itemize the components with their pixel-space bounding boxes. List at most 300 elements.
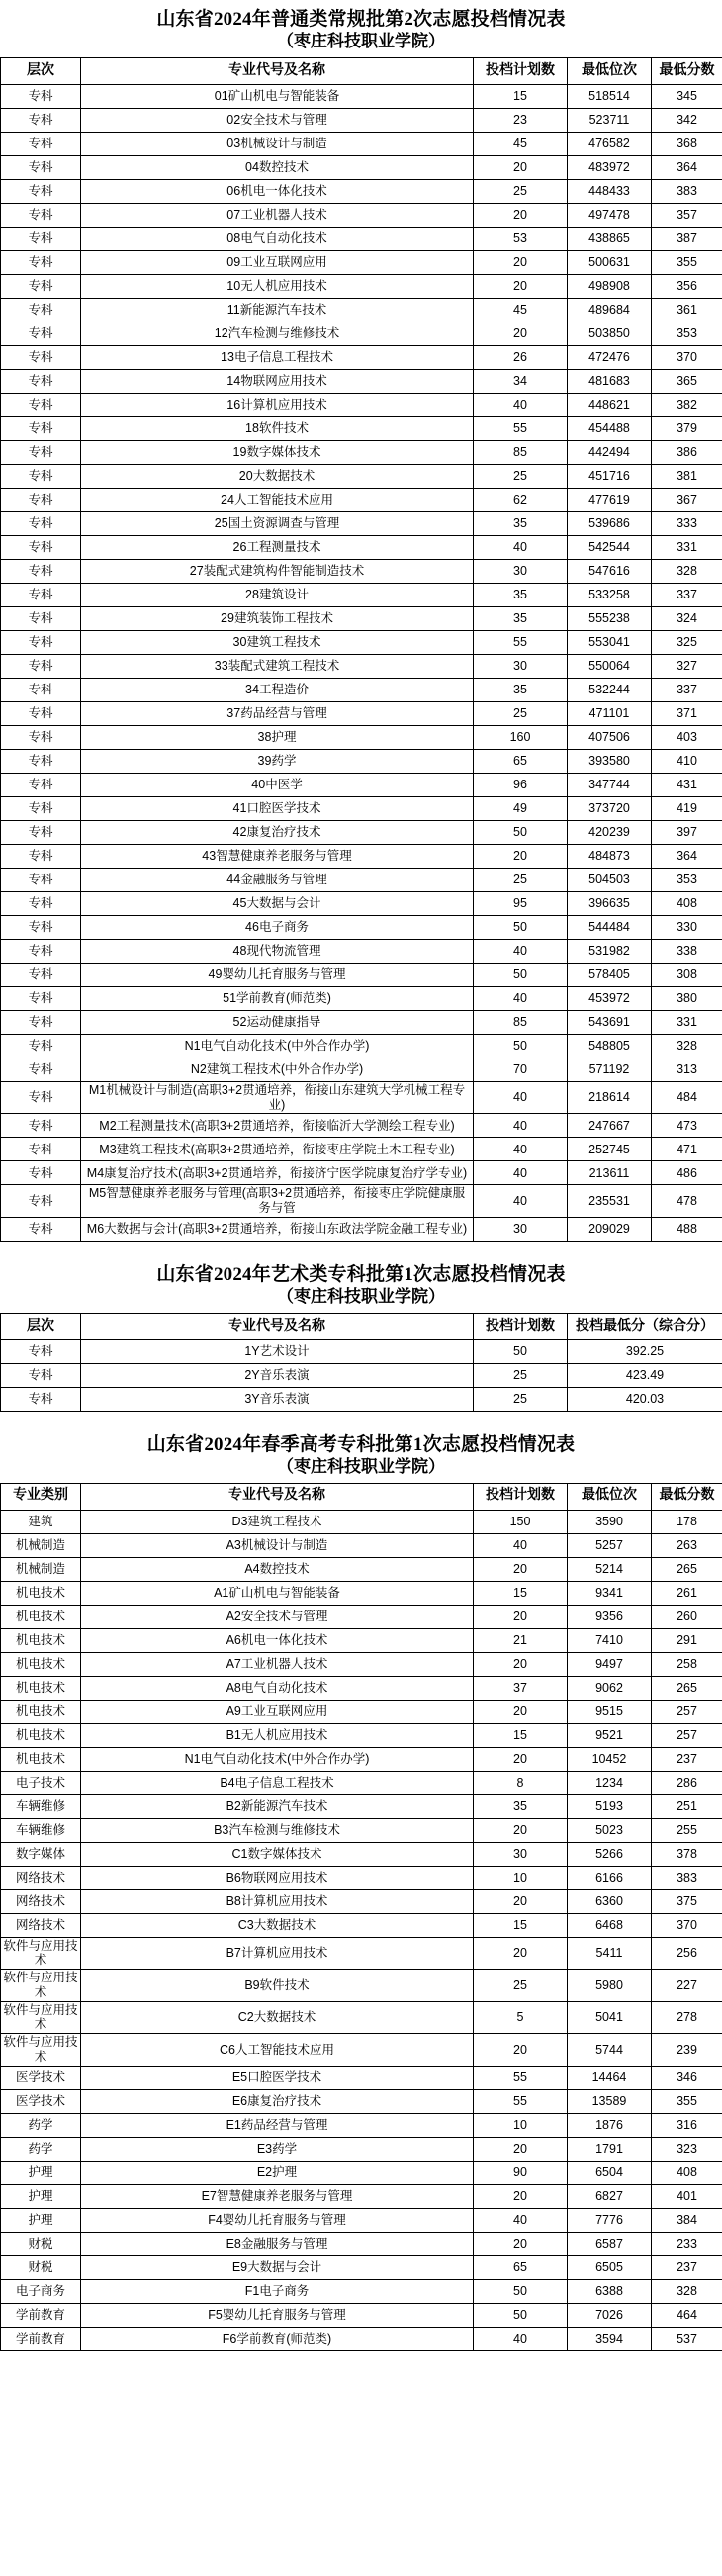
cell-score: 355 [652, 250, 722, 274]
section-gap-1 [0, 1242, 722, 1255]
cell-score: 227 [652, 1970, 722, 2002]
cell-score: 237 [652, 1747, 722, 1771]
cell-major: 28建筑设计 [81, 583, 474, 606]
cell-major: C1数字媒体技术 [81, 1842, 474, 1866]
cell-level: 专科 [1, 654, 81, 678]
cell-plan: 50 [474, 2303, 568, 2327]
cell-major: B7计算机应用技术 [81, 1937, 474, 1970]
cell-rank: 5980 [568, 1970, 652, 2002]
table-row [1, 2303, 722, 2327]
cell-score: 237 [652, 2255, 722, 2279]
cell-major: C2大数据技术 [81, 2001, 474, 2034]
table-row [1, 535, 722, 559]
cell-rank: 6468 [568, 1913, 652, 1937]
cell-plan: 35 [474, 678, 568, 701]
cell-rank: 532244 [568, 678, 652, 701]
regular-batch-title-block [0, 0, 722, 57]
cell-score: 387 [652, 227, 722, 250]
cell-rank: 1876 [568, 2113, 652, 2137]
table-row [1, 868, 722, 891]
cell-level: 专科 [1, 1217, 81, 1241]
column-header-major: 专业代号及名称 [81, 57, 474, 84]
cell-composite-score: 420.03 [568, 1387, 722, 1411]
cell-level: 专科 [1, 1010, 81, 1034]
cell-major-category: 医学技术 [1, 2089, 81, 2113]
cell-score: 239 [652, 2034, 722, 2067]
cell-rank: 533258 [568, 583, 652, 606]
page-title: 山东省2024年普通类常规批第2次志愿投档情况表 [156, 9, 566, 30]
table-row [1, 1676, 722, 1700]
table-row [1, 1339, 722, 1363]
table-row [1, 559, 722, 583]
cell-major-category: 机电技术 [1, 1723, 81, 1747]
table-row [1, 963, 722, 986]
cell-plan: 40 [474, 393, 568, 416]
cell-major-category: 机电技术 [1, 1581, 81, 1605]
cell-rank: 9341 [568, 1581, 652, 1605]
table-row [1, 1217, 722, 1241]
table-row [1, 179, 722, 203]
table-row [1, 1628, 722, 1652]
cell-plan: 26 [474, 345, 568, 369]
cell-major-category: 护理 [1, 2161, 81, 2184]
cell-major: 38护理 [81, 725, 474, 749]
cell-score: 375 [652, 1889, 722, 1913]
cell-rank: 448621 [568, 393, 652, 416]
cell-plan: 8 [474, 1771, 568, 1794]
table-row [1, 2089, 722, 2113]
cell-level: 专科 [1, 939, 81, 963]
cell-rank: 518514 [568, 84, 652, 108]
cell-level: 专科 [1, 606, 81, 630]
cell-level: 专科 [1, 844, 81, 868]
table-row [1, 630, 722, 654]
cell-rank: 9356 [568, 1605, 652, 1628]
cell-score: 353 [652, 322, 722, 345]
cell-score: 419 [652, 796, 722, 820]
table-row [1, 1363, 722, 1387]
table-row [1, 2255, 722, 2279]
cell-plan: 55 [474, 416, 568, 440]
cell-level: 专科 [1, 274, 81, 298]
cell-level: 专科 [1, 393, 81, 416]
cell-major: 19数字媒体技术 [81, 440, 474, 464]
cell-rank: 235531 [568, 1185, 652, 1218]
cell-plan: 85 [474, 440, 568, 464]
table-row [1, 749, 722, 773]
cell-level: 专科 [1, 488, 81, 511]
cell-major: A2安全技术与管理 [81, 1605, 474, 1628]
table-row [1, 2066, 722, 2089]
cell-level: 专科 [1, 1114, 81, 1138]
cell-major: 42康复治疗技术 [81, 820, 474, 844]
cell-plan: 15 [474, 1581, 568, 1605]
table-row [1, 2001, 722, 2034]
cell-plan: 20 [474, 2034, 568, 2067]
cell-level: 专科 [1, 1339, 81, 1363]
cell-rank: 6505 [568, 2255, 652, 2279]
cell-major: 09工业互联网应用 [81, 250, 474, 274]
cell-rank: 553041 [568, 630, 652, 654]
cell-major: 07工业机器人技术 [81, 203, 474, 227]
table-row [1, 155, 722, 179]
cell-rank: 453972 [568, 986, 652, 1010]
cell-level: 专科 [1, 322, 81, 345]
cell-major: E5口腔医学技术 [81, 2066, 474, 2089]
cell-major: C6人工智能技术应用 [81, 2034, 474, 2067]
page-subtitle: （枣庄科技职业学院） [277, 32, 445, 51]
cell-major: B8计算机应用技术 [81, 1889, 474, 1913]
cell-plan: 20 [474, 2232, 568, 2255]
cell-score: 486 [652, 1161, 722, 1185]
art-batch-body [1, 1339, 722, 1411]
cell-score: 380 [652, 986, 722, 1010]
cell-major: F5婴幼儿托育服务与管理 [81, 2303, 474, 2327]
cell-major: B6物联网应用技术 [81, 1866, 474, 1889]
table-row [1, 1387, 722, 1411]
cell-score: 382 [652, 393, 722, 416]
cell-score: 379 [652, 416, 722, 440]
table-row [1, 891, 722, 915]
cell-rank: 539686 [568, 511, 652, 535]
cell-score: 256 [652, 1937, 722, 1970]
cell-plan: 70 [474, 1058, 568, 1081]
cell-plan: 40 [474, 2327, 568, 2350]
cell-score: 338 [652, 939, 722, 963]
cell-plan: 160 [474, 725, 568, 749]
cell-plan: 35 [474, 606, 568, 630]
cell-major: 49婴幼儿托育服务与管理 [81, 963, 474, 986]
cell-rank: 497478 [568, 203, 652, 227]
cell-score: 316 [652, 2113, 722, 2137]
cell-rank: 471101 [568, 701, 652, 725]
table-row [1, 440, 722, 464]
column-header-plan: 投档计划数 [474, 1483, 568, 1510]
cell-rank: 218614 [568, 1081, 652, 1114]
cell-plan: 20 [474, 1700, 568, 1723]
cell-score: 410 [652, 749, 722, 773]
cell-rank: 7026 [568, 2303, 652, 2327]
cell-major: 01矿山机电与智能装备 [81, 84, 474, 108]
table-row [1, 678, 722, 701]
cell-plan: 20 [474, 2137, 568, 2161]
table-row [1, 274, 722, 298]
cell-rank: 484873 [568, 844, 652, 868]
cell-major: A1矿山机电与智能装备 [81, 1581, 474, 1605]
cell-plan: 20 [474, 203, 568, 227]
cell-score: 263 [652, 1533, 722, 1557]
table-row [1, 796, 722, 820]
cell-major: M3建筑工程技术(高职3+2贯通培养，衔接枣庄学院土木工程专业) [81, 1138, 474, 1161]
cell-plan: 40 [474, 1114, 568, 1138]
table-row [1, 583, 722, 606]
cell-plan: 5 [474, 2001, 568, 2034]
cell-major-category: 财税 [1, 2232, 81, 2255]
cell-score: 265 [652, 1676, 722, 1700]
cell-score: 403 [652, 725, 722, 749]
cell-plan: 15 [474, 1913, 568, 1937]
cell-major: M6大数据与会计(高职3+2贯通培养，衔接山东政法学院金融工程专业) [81, 1217, 474, 1241]
cell-level: 专科 [1, 132, 81, 155]
cell-score: 178 [652, 1510, 722, 1533]
cell-major: 08电气自动化技术 [81, 227, 474, 250]
cell-rank: 1791 [568, 2137, 652, 2161]
cell-rank: 407506 [568, 725, 652, 749]
cell-major-category: 车辆维修 [1, 1818, 81, 1842]
cell-score: 327 [652, 654, 722, 678]
cell-rank: 504503 [568, 868, 652, 891]
cell-major-category: 学前教育 [1, 2327, 81, 2350]
cell-plan: 50 [474, 963, 568, 986]
cell-rank: 6388 [568, 2279, 652, 2303]
cell-score: 261 [652, 1581, 722, 1605]
cell-rank: 7410 [568, 1628, 652, 1652]
table-row [1, 227, 722, 250]
cell-plan: 25 [474, 1387, 568, 1411]
cell-major: 25国土资源调查与管理 [81, 511, 474, 535]
cell-rank: 252745 [568, 1138, 652, 1161]
cell-level: 专科 [1, 583, 81, 606]
column-header-score: 最低分数 [652, 57, 722, 84]
cell-score: 258 [652, 1652, 722, 1676]
cell-score: 337 [652, 583, 722, 606]
cell-score: 364 [652, 155, 722, 179]
cell-rank: 5023 [568, 1818, 652, 1842]
column-header-score: 最低分数 [652, 1483, 722, 1510]
cell-plan: 40 [474, 1533, 568, 1557]
cell-plan: 20 [474, 1557, 568, 1581]
table-row [1, 393, 722, 416]
table-row [1, 1747, 722, 1771]
cell-plan: 25 [474, 1363, 568, 1387]
table-row [1, 1185, 722, 1218]
cell-rank: 438865 [568, 227, 652, 250]
cell-rank: 503850 [568, 322, 652, 345]
cell-score: 471 [652, 1138, 722, 1161]
cell-rank: 481683 [568, 369, 652, 393]
cell-rank: 544484 [568, 915, 652, 939]
cell-plan: 55 [474, 2066, 568, 2089]
cell-level: 专科 [1, 915, 81, 939]
cell-rank: 547616 [568, 559, 652, 583]
cell-score: 342 [652, 108, 722, 132]
cell-rank: 396635 [568, 891, 652, 915]
art-batch-subtitle: （枣庄科技职业学院） [277, 1287, 445, 1307]
cell-level: 专科 [1, 345, 81, 369]
cell-level: 专科 [1, 986, 81, 1010]
cell-rank: 10452 [568, 1747, 652, 1771]
cell-rank: 454488 [568, 416, 652, 440]
table-row [1, 464, 722, 488]
cell-plan: 55 [474, 2089, 568, 2113]
table-row [1, 1866, 722, 1889]
section-gap-2 [0, 1412, 722, 1426]
cell-rank: 1234 [568, 1771, 652, 1794]
cell-major: 45大数据与会计 [81, 891, 474, 915]
cell-rank: 14464 [568, 2066, 652, 2089]
cell-major-category: 软件与应用技术 [1, 2001, 81, 2034]
cell-plan: 40 [474, 2208, 568, 2232]
cell-score: 370 [652, 345, 722, 369]
cell-plan: 85 [474, 1010, 568, 1034]
cell-major-category: 电子商务 [1, 2279, 81, 2303]
cell-score: 408 [652, 2161, 722, 2184]
table-row [1, 203, 722, 227]
table-row [1, 773, 722, 796]
cell-rank: 542544 [568, 535, 652, 559]
table-header-row [1, 1483, 722, 1510]
table-row [1, 369, 722, 393]
cell-plan: 150 [474, 1510, 568, 1533]
table-row [1, 1533, 722, 1557]
column-header-min-composite-score: 投档最低分（综合分） [568, 1313, 722, 1339]
cell-major-category: 网络技术 [1, 1889, 81, 1913]
cell-score: 328 [652, 1034, 722, 1058]
cell-score: 308 [652, 963, 722, 986]
table-row [1, 2208, 722, 2232]
cell-major: M2工程测量技术(高职3+2贯通培养，衔接临沂大学测绘工程专业) [81, 1114, 474, 1138]
cell-rank: 347744 [568, 773, 652, 796]
cell-major: 06机电一体化技术 [81, 179, 474, 203]
cell-score: 368 [652, 132, 722, 155]
cell-score: 257 [652, 1723, 722, 1747]
cell-composite-score: 392.25 [568, 1339, 722, 1363]
cell-major: 20大数据技术 [81, 464, 474, 488]
table-row [1, 1114, 722, 1138]
table-row [1, 1937, 722, 1970]
table-row [1, 2327, 722, 2350]
cell-major: A3机械设计与制造 [81, 1533, 474, 1557]
cell-rank: 3594 [568, 2327, 652, 2350]
cell-plan: 10 [474, 2113, 568, 2137]
cell-plan: 50 [474, 1034, 568, 1058]
cell-major-category: 软件与应用技术 [1, 2034, 81, 2067]
cell-score: 383 [652, 179, 722, 203]
cell-score: 408 [652, 891, 722, 915]
cell-level: 专科 [1, 227, 81, 250]
cell-major-category: 电子技术 [1, 1771, 81, 1794]
cell-plan: 20 [474, 1889, 568, 1913]
cell-rank: 209029 [568, 1217, 652, 1241]
cell-major-category: 机械制造 [1, 1557, 81, 1581]
table-row [1, 2113, 722, 2137]
cell-plan: 49 [474, 796, 568, 820]
cell-level: 专科 [1, 796, 81, 820]
cell-score: 378 [652, 1842, 722, 1866]
cell-plan: 40 [474, 1081, 568, 1114]
cell-level: 专科 [1, 773, 81, 796]
cell-major: 14物联网应用技术 [81, 369, 474, 393]
cell-major-category: 医学技术 [1, 2066, 81, 2089]
cell-plan: 15 [474, 1723, 568, 1747]
cell-plan: 40 [474, 1138, 568, 1161]
section-spring-batch [0, 1426, 722, 2351]
cell-plan: 30 [474, 559, 568, 583]
cell-score: 384 [652, 2208, 722, 2232]
cell-major: 11新能源汽车技术 [81, 298, 474, 322]
cell-plan: 30 [474, 1217, 568, 1241]
cell-level: 专科 [1, 963, 81, 986]
table-row [1, 416, 722, 440]
cell-score: 357 [652, 203, 722, 227]
cell-plan: 55 [474, 630, 568, 654]
table-row [1, 1700, 722, 1723]
cell-level: 专科 [1, 369, 81, 393]
table-row [1, 1510, 722, 1533]
table-row [1, 606, 722, 630]
cell-plan: 23 [474, 108, 568, 132]
cell-major: 41口腔医学技术 [81, 796, 474, 820]
cell-level: 专科 [1, 820, 81, 844]
table-row [1, 939, 722, 963]
table-row [1, 2232, 722, 2255]
cell-rank: 543691 [568, 1010, 652, 1034]
cell-major: 3Y音乐表演 [81, 1387, 474, 1411]
table-row [1, 322, 722, 345]
cell-level: 专科 [1, 155, 81, 179]
table-row [1, 844, 722, 868]
cell-score: 233 [652, 2232, 722, 2255]
spring-batch-subtitle: （枣庄科技职业学院） [277, 1456, 445, 1476]
cell-rank: 420239 [568, 820, 652, 844]
regular-batch-body [1, 84, 722, 1241]
cell-major-category: 软件与应用技术 [1, 1970, 81, 2002]
cell-score: 431 [652, 773, 722, 796]
cell-major: E2护理 [81, 2161, 474, 2184]
cell-rank: 373720 [568, 796, 652, 820]
cell-rank: 9497 [568, 1652, 652, 1676]
cell-major: 40中医学 [81, 773, 474, 796]
cell-score: 337 [652, 678, 722, 701]
cell-major: M1机械设计与制造(高职3+2贯通培养，衔接山东建筑大学机械工程专业) [81, 1081, 474, 1114]
cell-rank: 531982 [568, 939, 652, 963]
cell-rank: 6587 [568, 2232, 652, 2255]
cell-plan: 20 [474, 274, 568, 298]
cell-major: F1电子商务 [81, 2279, 474, 2303]
cell-plan: 53 [474, 227, 568, 250]
cell-level: 专科 [1, 203, 81, 227]
cell-level: 专科 [1, 464, 81, 488]
cell-major: E9大数据与会计 [81, 2255, 474, 2279]
cell-level: 专科 [1, 1138, 81, 1161]
cell-plan: 20 [474, 1937, 568, 1970]
cell-major: 12汽车检测与维修技术 [81, 322, 474, 345]
table-row [1, 1889, 722, 1913]
column-header-plan: 投档计划数 [474, 57, 568, 84]
cell-score: 291 [652, 1628, 722, 1652]
regular-batch-table [0, 57, 722, 1242]
cell-level: 专科 [1, 440, 81, 464]
cell-major: B9软件技术 [81, 1970, 474, 2002]
cell-major: 30建筑工程技术 [81, 630, 474, 654]
spring-batch-title: 山东省2024年春季高考专科批第1次志愿投档情况表 [146, 1433, 576, 1455]
section-art-batch [0, 1255, 722, 1412]
cell-major: 10无人机应用技术 [81, 274, 474, 298]
cell-plan: 35 [474, 583, 568, 606]
cell-plan: 25 [474, 179, 568, 203]
cell-score: 367 [652, 488, 722, 511]
cell-major: 44金融服务与管理 [81, 868, 474, 891]
column-header-major-category: 专业类别 [1, 1483, 81, 1510]
cell-major-category: 药学 [1, 2113, 81, 2137]
cell-level: 专科 [1, 725, 81, 749]
cell-plan: 40 [474, 986, 568, 1010]
cell-major-category: 机电技术 [1, 1700, 81, 1723]
cell-major: E3药学 [81, 2137, 474, 2161]
cell-major: E1药品经营与管理 [81, 2113, 474, 2137]
art-batch-title-block [0, 1255, 722, 1313]
table-row [1, 1723, 722, 1747]
